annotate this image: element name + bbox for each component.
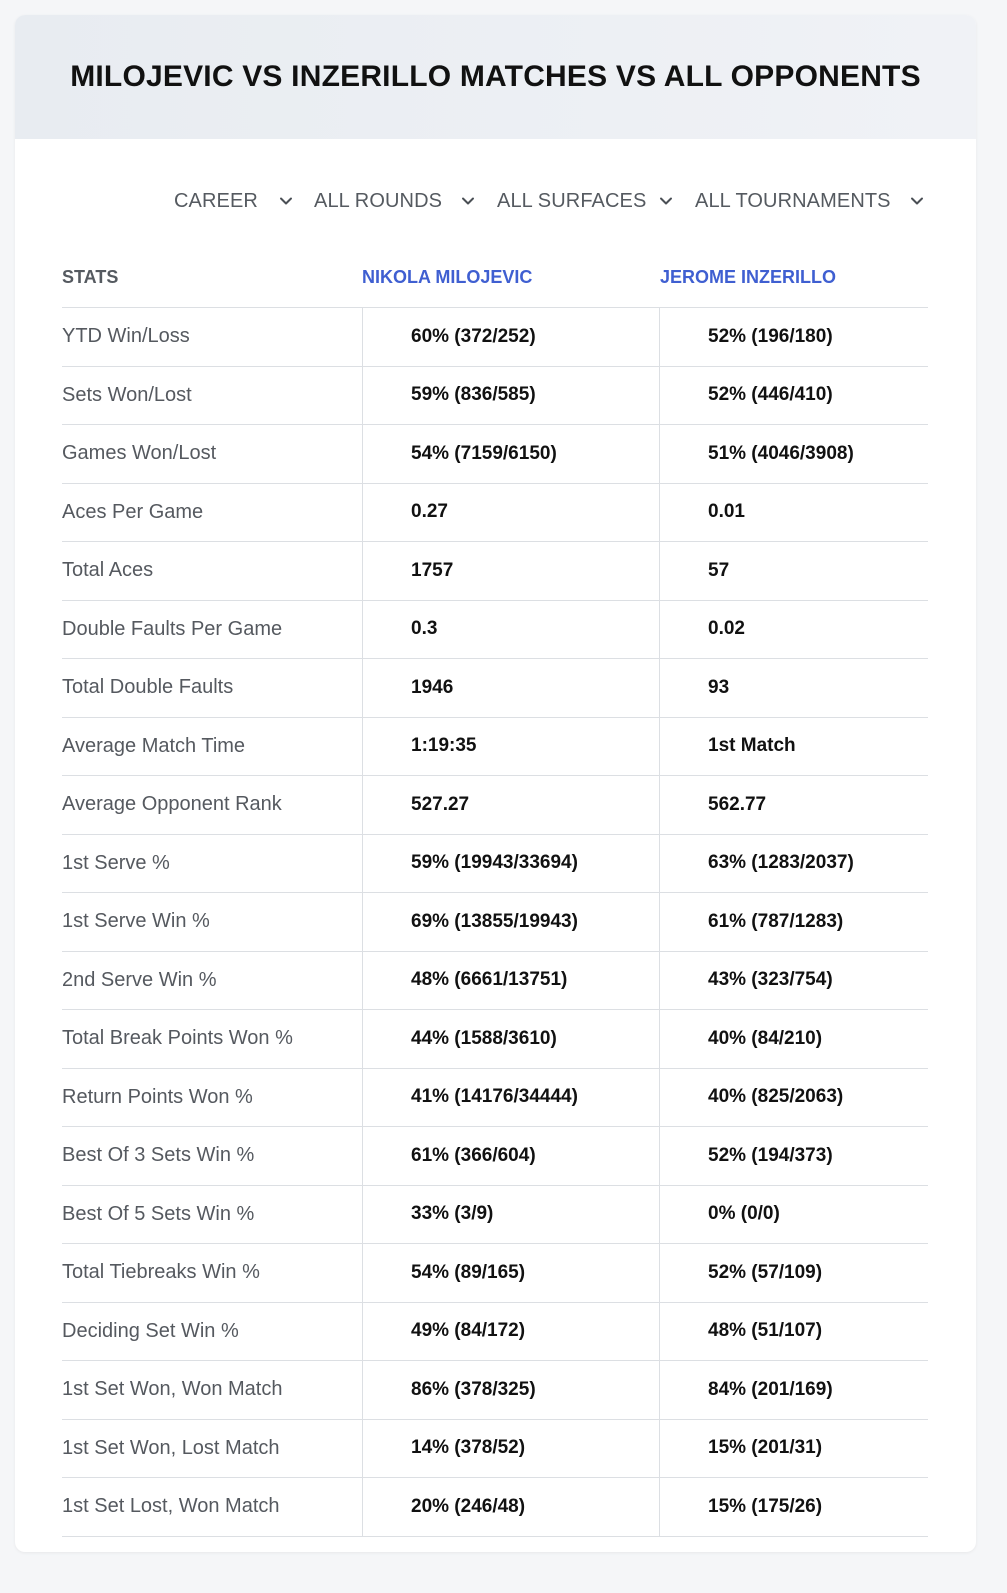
- filter-bar: [15, 185, 976, 217]
- stat-label: Best Of 5 Sets Win %: [62, 1186, 363, 1244]
- column-header-stats: STATS: [62, 266, 119, 287]
- stats-card: [15, 15, 976, 1552]
- table-row: [62, 659, 928, 718]
- player2-value: 52% (446/410): [708, 384, 833, 406]
- player2-value: 84% (201/169): [708, 1378, 833, 1400]
- player1-value: 48% (6661/13751): [363, 952, 660, 1010]
- player1-value: 41% (14176/34444): [363, 1069, 660, 1127]
- table-row: [62, 425, 928, 484]
- stat-label: Total Break Points Won %: [62, 1010, 363, 1068]
- player2-value: 562.77: [708, 793, 767, 815]
- player1-value: 33% (3/9): [363, 1186, 660, 1244]
- stat-label: 2nd Serve Win %: [62, 952, 363, 1010]
- table-row: [62, 776, 928, 835]
- table-row: [62, 1186, 928, 1245]
- stat-label: Total Tiebreaks Win %: [62, 1244, 363, 1302]
- player2-value: 63% (1283/2037): [708, 852, 854, 874]
- player1-value: 0.3: [363, 601, 660, 659]
- player2-value: 93: [708, 676, 730, 698]
- table-body: [62, 308, 928, 1537]
- player2-value: 57: [708, 559, 730, 581]
- stat-label: Sets Won/Lost: [62, 367, 363, 425]
- player1-value: 44% (1588/3610): [363, 1010, 660, 1068]
- player1-value: 59% (19943/33694): [363, 835, 660, 893]
- stat-label: 1st Set Won, Won Match: [62, 1361, 363, 1419]
- table-row: [62, 1303, 928, 1362]
- player2-value: 52% (196/180): [708, 325, 833, 347]
- player1-value: 49% (84/172): [363, 1303, 660, 1361]
- player2-value: 40% (825/2063): [708, 1086, 844, 1108]
- player2-value: 0.01: [708, 501, 745, 523]
- chevron-down-icon: [279, 194, 293, 208]
- table-row: [62, 367, 928, 426]
- player2-value: 43% (323/754): [708, 969, 833, 991]
- player2-value: 15% (175/26): [708, 1495, 823, 1517]
- filter-label: ALL SURFACES: [497, 189, 647, 212]
- player2-value: 0.02: [708, 618, 745, 640]
- table-row: [62, 835, 928, 894]
- player1-value: 1757: [363, 542, 660, 600]
- page-title: MILOJEVIC VS INZERILLO MATCHES VS ALL OPPONENTS: [70, 60, 921, 93]
- table-row: [62, 1010, 928, 1069]
- chevron-down-icon: [659, 194, 673, 208]
- filter-label: CAREER: [174, 189, 258, 212]
- stat-label: Games Won/Lost: [62, 425, 363, 483]
- chevron-down-icon: [461, 194, 475, 208]
- player1-value: 69% (13855/19943): [363, 893, 660, 951]
- player1-value: 54% (89/165): [363, 1244, 660, 1302]
- filter-career-dropdown[interactable]: [174, 185, 293, 217]
- column-header-player2[interactable]: JEROME INZERILLO: [660, 266, 837, 287]
- player2-value: 52% (57/109): [708, 1261, 823, 1283]
- table-row: [62, 1478, 928, 1537]
- stat-label: Best Of 3 Sets Win %: [62, 1127, 363, 1185]
- player1-value: 60% (372/252): [363, 308, 660, 366]
- column-header-player1[interactable]: NIKOLA MILOJEVIC: [362, 266, 533, 287]
- stat-label: Average Match Time: [62, 718, 363, 776]
- stat-label: 1st Set Lost, Won Match: [62, 1478, 363, 1536]
- player2-value: 0% (0/0): [708, 1203, 780, 1225]
- player1-value: 1:19:35: [363, 718, 660, 776]
- stat-label: Double Faults Per Game: [62, 601, 363, 659]
- table-row: [62, 1361, 928, 1420]
- table-row: [62, 718, 928, 777]
- player2-value: 48% (51/107): [708, 1320, 823, 1342]
- stat-label: Average Opponent Rank: [62, 776, 363, 834]
- filter-label: ALL ROUNDS: [314, 189, 443, 212]
- player2-value: 40% (84/210): [708, 1027, 823, 1049]
- player2-value: 51% (4046/3908): [708, 442, 854, 464]
- player1-value: 20% (246/48): [363, 1478, 660, 1536]
- stat-label: Total Aces: [62, 542, 363, 600]
- table-header: [62, 247, 928, 308]
- player1-value: 59% (836/585): [363, 367, 660, 425]
- filter-tournaments-dropdown[interactable]: [695, 185, 924, 217]
- player1-value: 0.27: [363, 484, 660, 542]
- player1-value: 14% (378/52): [363, 1420, 660, 1478]
- player1-value: 61% (366/604): [363, 1127, 660, 1185]
- table-row: [62, 484, 928, 543]
- filter-label: ALL TOURNAMENTS: [695, 189, 891, 212]
- player1-value: 86% (378/325): [363, 1361, 660, 1419]
- player1-value: 527.27: [363, 776, 660, 834]
- player2-value: 52% (194/373): [708, 1144, 833, 1166]
- stat-label: Return Points Won %: [62, 1069, 363, 1127]
- stat-label: Deciding Set Win %: [62, 1303, 363, 1361]
- table-row: [62, 1127, 928, 1186]
- chevron-down-icon: [910, 194, 924, 208]
- stat-label: 1st Set Won, Lost Match: [62, 1420, 363, 1478]
- filter-surfaces-dropdown[interactable]: [497, 185, 673, 217]
- filter-rounds-dropdown[interactable]: [314, 185, 475, 217]
- table-row: [62, 542, 928, 601]
- stat-label: Total Double Faults: [62, 659, 363, 717]
- table-row: [62, 1420, 928, 1479]
- player2-value: 1st Match: [708, 735, 796, 757]
- table-row: [62, 1069, 928, 1128]
- player2-value: 61% (787/1283): [708, 910, 844, 932]
- player1-value: 1946: [363, 659, 660, 717]
- player2-value: 15% (201/31): [708, 1437, 823, 1459]
- table-row: [62, 308, 928, 367]
- stats-table: [62, 247, 928, 1537]
- table-row: [62, 893, 928, 952]
- card-header: [15, 15, 976, 139]
- table-row: [62, 952, 928, 1011]
- stat-label: 1st Serve %: [62, 835, 363, 893]
- stat-label: 1st Serve Win %: [62, 893, 363, 951]
- stat-label: YTD Win/Loss: [62, 308, 363, 366]
- stat-label: Aces Per Game: [62, 484, 363, 542]
- player1-value: 54% (7159/6150): [363, 425, 660, 483]
- table-row: [62, 601, 928, 660]
- table-row: [62, 1244, 928, 1303]
